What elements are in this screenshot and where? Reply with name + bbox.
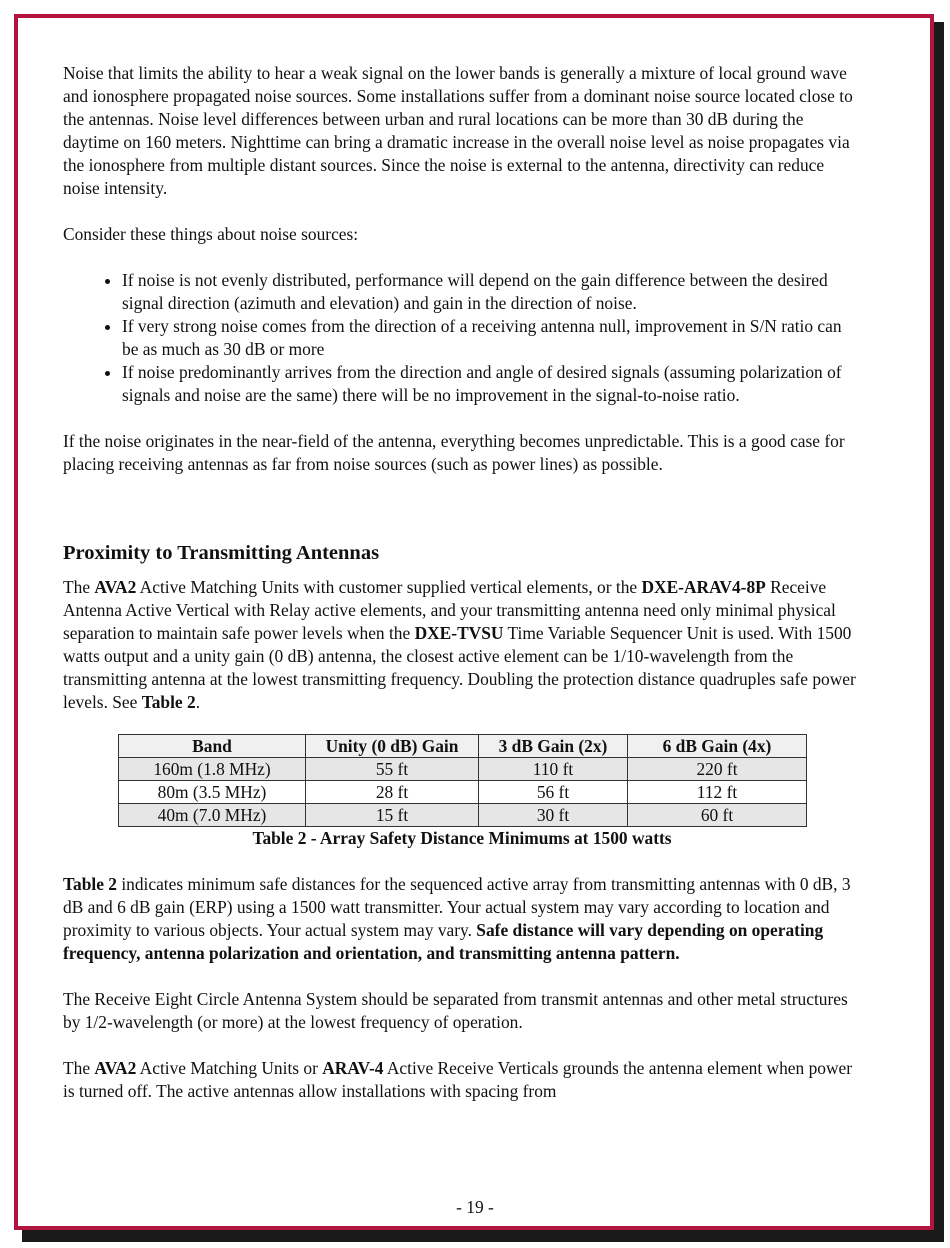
table-row: [119, 804, 807, 827]
text-run: The: [63, 1058, 95, 1078]
text-run: The: [63, 577, 95, 597]
paragraph-table-explanation: [63, 873, 861, 965]
paragraph-grounding: [63, 1057, 861, 1103]
table-cell: 220 ft: [628, 758, 807, 781]
text-run: Receive Antenna Active Vertical with Relay active elements, and your transmitting antenna need only minimal physical separation to maintain safe power levels when the: [63, 577, 836, 643]
table-header-cell: 6 dB Gain (4x): [628, 735, 807, 758]
table-cell: 28 ft: [306, 781, 479, 804]
table-cell: 110 ft: [479, 758, 628, 781]
bold-run: Table 2: [63, 874, 117, 894]
text-run: Time Variable Sequencer Unit is used. With 1500 watts output and a unity gain (0 dB) antenna, the closest active element can be 1/10-wavelength from the transmitting antenna at the lowest transmitting frequency. Doubling the protection distance quadruples safe power levels. See: [63, 623, 856, 712]
table-cell: 60 ft: [628, 804, 807, 827]
section-heading: Proximity to Transmitting Antennas: [63, 542, 380, 564]
list-item: • If very strong noise comes from the direction of a receiving antenna null, improvement in S/N ratio can be as much as 30 dB or more: [122, 315, 861, 361]
table-row: [119, 758, 807, 781]
text-run: Active Matching Units or: [136, 1058, 323, 1078]
paragraph-proximity: [63, 576, 861, 714]
list-item: • If noise predominantly arrives from the direction and angle of desired signals (assuming polarization of signals and noise are the same) there will be no improvement in the signal-to-noise ratio.: [122, 361, 861, 407]
bold-run: AVA2: [94, 577, 137, 597]
bold-run: Safe distance will vary depending on operating frequency, antenna polarization and orientation, and transmitting antenna pattern.: [63, 920, 824, 963]
table-cell: 112 ft: [628, 781, 807, 804]
bold-run: DXE-TVSU: [414, 623, 504, 643]
paragraph-separation: The Receive Eight Circle Antenna System should be separated from transmit antennas and other metal structures by 1/2-wavelength (or more) at the lowest frequency of operation.: [63, 989, 848, 1032]
bold-run: Table 2: [141, 692, 196, 712]
table-header-cell: Band: [119, 735, 306, 758]
table-cell: 55 ft: [306, 758, 479, 781]
text-run: .: [195, 692, 201, 712]
paragraph-noise-intro: Noise that limits the ability to hear a weak signal on the lower bands is generally a mixture of local ground wave and ionosphere propagated noise sources. Some installations suffer from a dominant noise source located close to the antennas. Noise level differences between urban and rural locations can be more than 30 dB during the daytime on 160 meters. Nighttime can bring a dramatic increase in the overall noise level as noise propagates via the ionosphere from multiple distant sources. Since the noise is external to the antenna, directivity can reduce noise intensity.: [63, 63, 853, 198]
page-content: [63, 62, 861, 1103]
bold-run: ARAV-4: [322, 1058, 384, 1078]
table-row: [119, 781, 807, 804]
table-caption: Table 2 - Array Safety Distance Minimums at 1500 watts: [252, 828, 672, 848]
table-cell: 15 ft: [306, 804, 479, 827]
table-cell: 40m (7.0 MHz): [119, 804, 306, 827]
list-item: • If noise is not evenly distributed, performance will depend on the gain difference between the desired signal direction (azimuth and elevation) and gain in the direction of noise.: [122, 269, 861, 315]
bold-run: AVA2: [94, 1058, 137, 1078]
table-header-row: [119, 735, 807, 758]
paragraph-near-field: If the noise originates in the near-field of the antenna, everything becomes unpredictable. This is a good case for placing receiving antennas as far from noise sources (such as power lines) as possible.: [63, 431, 845, 474]
bold-run: DXE-ARAV4-8P: [641, 577, 766, 597]
table-header-cell: 3 dB Gain (2x): [479, 735, 628, 758]
text-run: indicates minimum safe distances for the sequenced active array from transmitting antennas with 0 dB, 3 dB and 6 dB gain (ERP) using a 1500 watt transmitter. Your actual system may vary according to location and proximity to various objects. Your actual system may vary.: [63, 874, 851, 940]
safety-distance-table: [118, 734, 807, 827]
table-cell: 160m (1.8 MHz): [119, 758, 306, 781]
table-cell: 30 ft: [479, 804, 628, 827]
text-run: Active Matching Units with customer supplied vertical elements, or the: [136, 577, 642, 597]
paragraph-consider: Consider these things about noise sources:: [63, 224, 359, 244]
table-cell: 80m (3.5 MHz): [119, 781, 306, 804]
noise-bullet-list: [63, 269, 861, 407]
table-cell: 56 ft: [479, 781, 628, 804]
text-run: Active Receive Verticals grounds the antenna element when power is turned off. The active antennas allow installations with spacing from: [63, 1058, 853, 1101]
page-number: - 19 -: [456, 1197, 494, 1217]
table-header-cell: Unity (0 dB) Gain: [306, 735, 479, 758]
